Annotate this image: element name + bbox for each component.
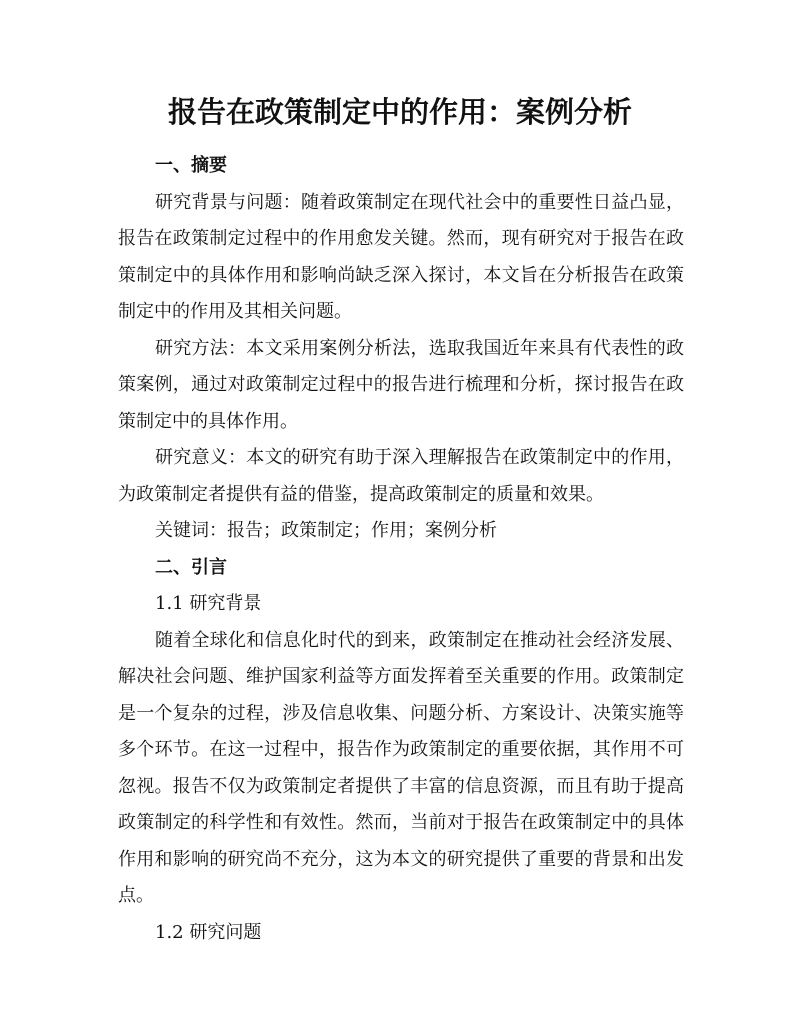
paragraph-research-significance: 研究意义：本文的研究有助于深入理解报告在政策制定中的作用，为政策制定者提供有益的借鉴，提高政策制定的质量和效果。 <box>118 447 684 505</box>
subsection-heading-research-question: 1.2 研究问题 <box>155 921 262 943</box>
paragraph-research-method: 研究方法：本文采用案例分析法，选取我国近年来具有代表性的政策案例，通过对政策制定过程中的报告进行梳理和分析，探讨报告在政策制定中的具体作用。 <box>118 337 684 432</box>
section-heading-abstract: 一、摘要 <box>155 155 227 176</box>
section-heading-introduction: 二、引言 <box>155 556 227 578</box>
paragraph-research-background: 研究背景与问题：随着政策制定在现代社会中的重要性日益凸显，报告在政策制定过程中的作用愈发关键。然而，现有研究对于报告在政策制定中的具体作用和影响尚缺乏深入探讨，本文旨在分析报告在政策制定中的作用及其相关问题。 <box>118 191 684 322</box>
document-body <box>118 148 684 951</box>
paragraph-introduction-background: 随着全球化和信息化时代的到来，政策制定在推动社会经济发展、解决社会问题、维护国家利益等方面发挥着至关重要的作用。政策制定是一个复杂的过程，涉及信息收集、问题分析、方案设计、决策实施等多个环节。在这一过程中，报告作为政策制定的重要依据，其作用不可忽视。报告不仅为政策制定者提供了丰富的信息资源，而且有助于提高政策制定的科学性和有效性。然而，当前对于报告在政策制定中的具体作用和影响的研究尚不充分，这为本文的研究提供了重要的背景和出发点。 <box>118 629 684 906</box>
subsection-heading-background: 1.1 研究背景 <box>155 593 262 614</box>
paragraph-keywords: 关键词：报告；政策制定；作用；案例分析 <box>155 520 497 541</box>
document-title: 报告在政策制定中的作用：案例分析 <box>167 95 632 129</box>
